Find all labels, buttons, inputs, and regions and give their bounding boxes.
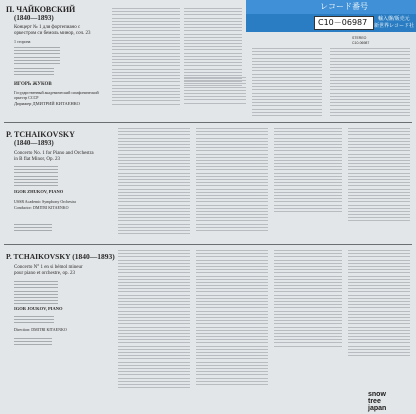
conductor-ru: Дирижер ДМИТРИЙ КИТАЕНКО xyxy=(14,101,80,106)
credits-fr xyxy=(14,338,52,348)
notes-en-col3 xyxy=(274,128,342,214)
pianist-en: IGOR ZHUKOV, PIANO xyxy=(14,189,64,194)
notes-fr-col4 xyxy=(348,250,410,358)
orchestra-ru-2: оркестр СССР xyxy=(14,95,39,100)
section-divider-1 xyxy=(4,122,412,123)
dates-ru: (1840—1893) xyxy=(14,14,54,22)
notes-ru-col4 xyxy=(330,48,410,118)
sticker-line-2: 新世界レコード社 xyxy=(374,23,415,29)
sticker-header: レコード番号 xyxy=(320,2,368,11)
watermark-line-3: japan xyxy=(368,405,387,412)
title-ru: П. ЧАЙКОВСКИЙ xyxy=(6,5,76,14)
concerto-en-1: Concerto No. 1 for Piano and Orchestra xyxy=(14,151,94,156)
watermark-line-2: tree xyxy=(368,398,381,405)
tracklist-ru-2 xyxy=(14,68,54,78)
notes-ru-col2 xyxy=(184,8,242,88)
notes-fr-col2 xyxy=(196,250,268,387)
credits-en xyxy=(14,224,52,234)
dates-en: (1840—1893) xyxy=(14,139,54,147)
notes-ru-col3 xyxy=(252,48,322,118)
pianist-ru: ИГОРЬ ЖУКОВ xyxy=(14,82,52,87)
orchestra-en: USSR Academic Symphony Orchestra xyxy=(14,199,76,204)
catalog-small: C10-06987 xyxy=(352,41,370,45)
tracklist-en xyxy=(14,166,58,188)
catalog-code-box xyxy=(314,16,374,30)
pianist-fr: IGOR JOUKOV, PIANO xyxy=(14,306,63,311)
notes-en-col1 xyxy=(118,128,190,236)
sticker-line-1: 輸入盤/販売元 xyxy=(378,16,410,22)
concerto-fr-2: pour piano et orchestre, op. 23 xyxy=(14,271,75,276)
shop-watermark xyxy=(368,391,412,412)
notes-en-col4 xyxy=(348,128,410,224)
stereo-label: STEREO xyxy=(352,36,367,40)
orchestra-ru-1: Государственный академический симфонический xyxy=(14,90,99,95)
notes-ru-col1 xyxy=(112,8,180,107)
catalog-code: C10－06987 xyxy=(318,18,368,27)
conductor-en: Conductor: DMITRI KITAENKO xyxy=(14,205,69,210)
orchestra-fr xyxy=(14,316,54,326)
concerto-en-2: in B flat Minor, Op. 23 xyxy=(14,157,61,162)
side-ru: 1 сторона xyxy=(14,39,31,44)
tracklist-fr xyxy=(14,281,58,307)
notes-fr-col3 xyxy=(274,250,342,349)
title-en: P. TCHAIKOVSKY xyxy=(6,130,75,139)
notes-en-col2 xyxy=(196,128,268,233)
watermark-line-1: snow xyxy=(368,391,386,398)
notes-fr-col1 xyxy=(118,250,190,390)
title-fr: P. TCHAIKOVSKY (1840—1893) xyxy=(6,252,115,261)
concerto-ru-1: Концерт № 1 для фортепиано с xyxy=(14,25,81,30)
section-divider-2 xyxy=(4,244,412,245)
notes-ru-col2b xyxy=(184,77,246,106)
concerto-ru-2: оркестром си бемоль минор, соч. 23 xyxy=(14,31,91,36)
conductor-fr: Direction: DMITRI KITAENKO xyxy=(14,327,67,332)
tracklist-ru xyxy=(14,47,60,66)
concerto-fr-1: Concerto N° 1 en si bémol mineur xyxy=(14,265,83,270)
